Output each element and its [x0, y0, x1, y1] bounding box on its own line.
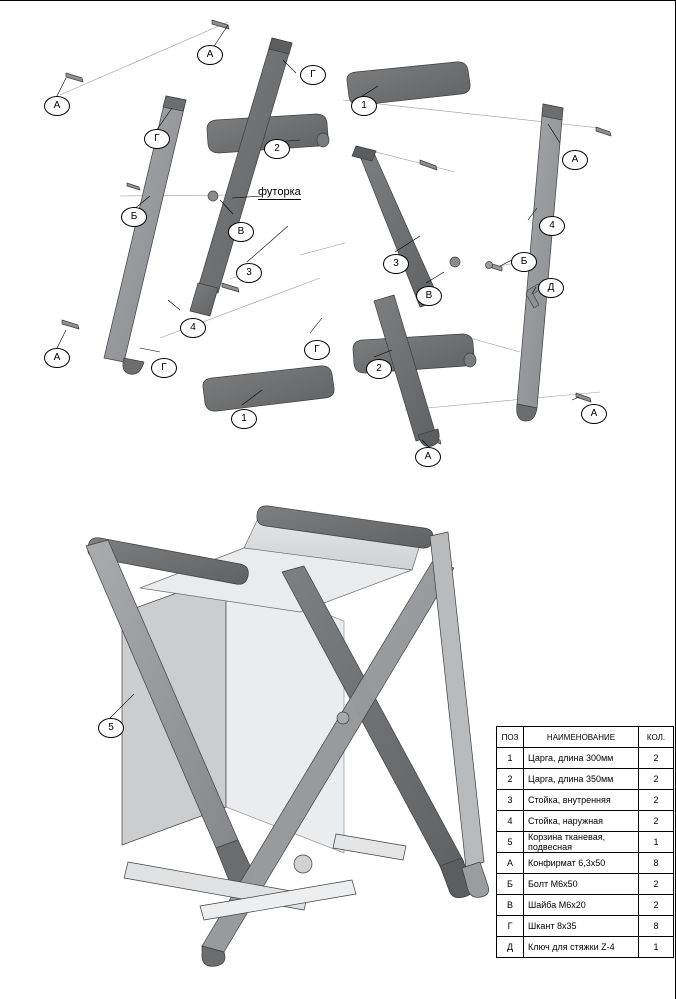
bom-name: Шкант 8х35: [524, 916, 639, 937]
bom-header-pos: ПОЗ: [497, 727, 524, 748]
balloon-D: Д: [538, 278, 564, 298]
bom-header-qty: КОЛ.: [639, 727, 674, 748]
annotation-futorka: футорка: [258, 186, 301, 198]
balloon-G: Г: [144, 129, 170, 149]
table-row: [497, 874, 674, 895]
balloon-3: 3: [236, 263, 262, 283]
bom-name: Болт М6х50: [524, 874, 639, 895]
table-row: [497, 832, 674, 853]
bom-header-row: [497, 727, 674, 748]
table-row: [497, 937, 674, 958]
bom-qty: 2: [639, 895, 674, 916]
bom-name: Конфирмат 6,3х50: [524, 853, 639, 874]
balloon-G: Г: [300, 65, 326, 85]
balloon-V: В: [228, 222, 254, 242]
balloon-G: Г: [151, 358, 177, 378]
bom-qty: 2: [639, 748, 674, 769]
table-row: [497, 811, 674, 832]
balloon-V: В: [416, 286, 442, 306]
bom-name: Стойка, наружная: [524, 811, 639, 832]
bom-pos: 1: [497, 748, 524, 769]
bom-pos: А: [497, 853, 524, 874]
table-row: [497, 895, 674, 916]
balloon-3: 3: [383, 254, 409, 274]
balloon-A: А: [44, 348, 70, 368]
balloon-1: 1: [351, 96, 377, 116]
bom-name: Царга, длина 350мм: [524, 769, 639, 790]
bom-qty: 2: [639, 874, 674, 895]
balloon-A: А: [581, 404, 607, 424]
bom-name: Шайба М6х20: [524, 895, 639, 916]
balloon-2: 2: [264, 139, 290, 159]
balloon-A: А: [562, 150, 588, 170]
balloon-2: 2: [366, 359, 392, 379]
bom-pos: 3: [497, 790, 524, 811]
table-row: [497, 853, 674, 874]
bom-qty: 2: [639, 811, 674, 832]
balloon-5: 5: [98, 718, 124, 738]
balloon-A: А: [197, 45, 223, 65]
bom-name: Царга, длина 300мм: [524, 748, 639, 769]
balloon-B: Б: [121, 207, 147, 227]
bom-qty: 8: [639, 853, 674, 874]
table-row: [497, 790, 674, 811]
table-row: [497, 769, 674, 790]
bom-pos: Б: [497, 874, 524, 895]
table-row: [497, 916, 674, 937]
balloon-A: А: [415, 447, 441, 467]
balloon-G: Г: [304, 340, 330, 360]
bom-pos: 2: [497, 769, 524, 790]
bom-qty: 1: [639, 832, 674, 853]
bom-name: Ключ для стяжки Z-4: [524, 937, 639, 958]
bom-pos: Д: [497, 937, 524, 958]
table-row: [497, 748, 674, 769]
bom-name: Корзина тканевая, подвесная: [524, 832, 639, 853]
balloon-A: А: [44, 96, 70, 116]
balloon-B: Б: [511, 252, 537, 272]
bom-qty: 2: [639, 790, 674, 811]
bom-pos: Г: [497, 916, 524, 937]
balloon-4: 4: [180, 318, 206, 338]
bom-header-name: НАИМЕНОВАНИЕ: [524, 727, 639, 748]
balloon-4: 4: [539, 216, 565, 236]
bom-name: Стойка, внутренняя: [524, 790, 639, 811]
balloon-1: 1: [231, 409, 257, 429]
bom-qty: 1: [639, 937, 674, 958]
bom-pos: В: [497, 895, 524, 916]
bom-pos: 5: [497, 832, 524, 853]
bill-of-materials: [496, 726, 674, 958]
bom-qty: 2: [639, 769, 674, 790]
bom-pos: 4: [497, 811, 524, 832]
bom-qty: 8: [639, 916, 674, 937]
